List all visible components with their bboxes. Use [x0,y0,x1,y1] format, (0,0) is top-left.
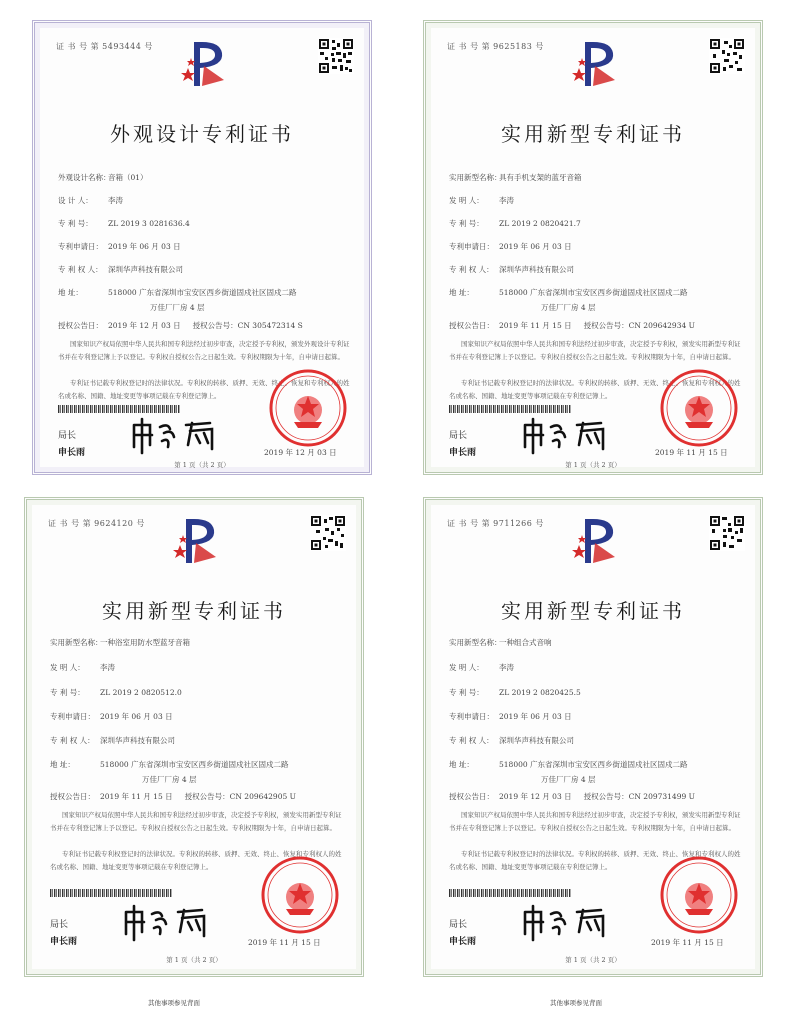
certificate-number: 证 书 号 第 9624120 号 [48,519,145,528]
signature-icon [521,415,621,455]
patent-number-field: 专 利 号： ZL 2019 2 0820421.7 [449,219,581,228]
grant-statement: 国家知识产权局依照中华人民共和国专利法经过初步审查，决定授予专利权，颁发外观设计专利证书并在专利登记簿上予以登记。专利权自授权公告之日起生效。专利权期限为十年，自申请日起算。 [58,340,350,361]
official-seal-icon [268,368,348,448]
qr-code-icon [709,515,745,551]
certificate-number: 证 书 号 第 5493444 号 [56,42,153,51]
utility-model-name-field: 实用新型名称：一种浴室用防水型蓝牙音箱 [50,638,190,647]
patent-number-field: 专 利 号： ZL 2019 3 0281636.4 [58,219,190,228]
designer-field: 设 计 人： 李涛 [58,196,123,205]
certificate-title: 实用新型专利证书 [501,599,685,623]
cnipa-logo-icon [571,40,617,88]
director-name: 申长雨 [449,937,477,947]
application-date-field: 专利申请日： 2019 年 06 月 03 日 [449,712,572,721]
certificate-2 [423,20,763,475]
inventor-field: 发 明 人： 李涛 [449,196,514,205]
signature-icon [122,902,222,942]
legal-note: 专利证书记载专利权登记时的法律状况。专利权的转移、质押、无效、终止、恢复和专利权人的姓名或名称、国籍、地址变更等事项记载在专利登记簿上。 [50,850,342,871]
grant-date-field: 授权公告日： 2019 年 11 月 15 日 授权公告号：CN 209642905 U [50,792,296,801]
address-field: 地 址： 518000 广东省深圳市宝安区西乡街道固戍社区固戍二路 万佳厂厂房 4 层 [50,760,289,784]
qr-code-icon [310,515,346,551]
address-field: 地 址： 518000 广东省深圳市宝安区西乡街道固戍社区固戍二路 万佳厂厂房 4 层 [58,288,297,312]
cnipa-logo-icon [180,40,226,88]
barcode-icon [50,889,172,897]
application-date-field: 专利申请日： 2019 年 06 月 03 日 [449,242,572,251]
seal-date: 2019 年 11 月 15 日 [248,938,321,947]
seal-date: 2019 年 11 月 15 日 [651,938,724,947]
page-number: 第 1 页（共 2 页） [166,956,222,964]
patent-number-field: 专 利 号： ZL 2019 2 0820512.0 [50,688,182,697]
certificate-3 [24,497,364,977]
official-seal-icon [260,855,340,935]
certificate-title: 实用新型专利证书 [501,122,685,146]
certificate-1 [32,20,372,475]
certificate-4 [423,497,763,977]
cnipa-logo-icon [172,517,218,565]
qr-code-icon [318,38,354,74]
director-name: 申长雨 [58,448,86,458]
grant-date-field: 授权公告日： 2019 年 11 月 15 日 授权公告号：CN 209642934 U [449,321,695,330]
barcode-icon [449,889,571,897]
cnipa-logo-icon [571,517,617,565]
design-name-field: 外观设计名称：音箱（01） [58,173,148,182]
official-seal-icon [659,368,739,448]
director-title: 局长 [449,431,468,441]
inventor-field: 发 明 人： 李涛 [50,663,115,672]
inventor-field: 发 明 人： 李涛 [449,663,514,672]
certificate-number: 证 书 号 第 9711266 号 [447,519,544,528]
address-field: 地 址： 518000 广东省深圳市宝安区西乡街道固戍社区固戍二路 万佳厂厂房 4 层 [449,760,688,784]
grant-statement: 国家知识产权局依照中华人民共和国专利法经过初步审查，决定授予专利权，颁发实用新型专利证书并在专利登记簿上予以登记。专利权自授权公告之日起生效。专利权期限为十年，自申请日起算。 [50,811,342,832]
director-title: 局长 [449,920,468,930]
legal-note: 专利证书记载专利权登记时的法律状况。专利权的转移、质押、无效、终止、恢复和专利权人的姓名或名称、国籍、地址变更等事项记载在专利登记簿上。 [449,379,741,400]
grant-date-field: 授权公告日： 2019 年 12 月 03 日 授权公告号：CN 305472314 S [58,321,303,330]
director-name: 申长雨 [50,937,78,947]
address-field: 地 址： 518000 广东省深圳市宝安区西乡街道固戍社区固戍二路 万佳厂厂房 4 层 [449,288,688,312]
seal-date: 2019 年 12 月 03 日 [264,448,337,457]
back-note-caption: 其他事项参见背面 [550,999,602,1007]
barcode-icon [449,405,571,413]
grant-date-field: 授权公告日： 2019 年 12 月 03 日 授权公告号：CN 209731499 U [449,792,695,801]
barcode-icon [58,405,180,413]
director-name: 申长雨 [449,448,477,458]
grant-statement: 国家知识产权局依照中华人民共和国专利法经过初步审查，决定授予专利权，颁发实用新型专利证书并在专利登记簿上予以登记。专利权自授权公告之日起生效。专利权期限为十年，自申请日起算。 [449,811,741,832]
patentee-field: 专 利 权 人： 深圳华声科技有限公司 [449,265,574,274]
certificate-title: 实用新型专利证书 [102,599,286,623]
page-number: 第 1 页（共 2 页） [565,461,621,469]
patentee-field: 专 利 权 人： 深圳华声科技有限公司 [50,736,175,745]
patentee-field: 专 利 权 人： 深圳华声科技有限公司 [449,736,574,745]
certificate-title: 外观设计专利证书 [110,122,294,146]
signature-icon [521,902,621,942]
director-title: 局长 [58,431,77,441]
application-date-field: 专利申请日： 2019 年 06 月 03 日 [58,242,181,251]
utility-model-name-field: 实用新型名称：具有手机支架的蓝牙音箱 [449,173,582,182]
director-title: 局长 [50,920,69,930]
patentee-field: 专 利 权 人： 深圳华声科技有限公司 [58,265,183,274]
page-number: 第 1 页（共 2 页） [565,956,621,964]
signature-icon [130,415,230,455]
qr-code-icon [709,38,745,74]
grant-statement: 国家知识产权局依照中华人民共和国专利法经过初步审查，决定授予专利权，颁发实用新型专利证书并在专利登记簿上予以登记。专利权自授权公告之日起生效。专利权期限为十年，自申请日起算。 [449,340,741,361]
page-number: 第 1 页（共 2 页） [174,461,230,469]
certificate-number: 证 书 号 第 9625183 号 [447,42,544,51]
official-seal-icon [659,855,739,935]
legal-note: 专利证书记载专利权登记时的法律状况。专利权的转移、质押、无效、终止、恢复和专利权人的姓名或名称、国籍、地址变更等事项记载在专利登记簿上。 [449,850,741,871]
application-date-field: 专利申请日： 2019 年 06 月 03 日 [50,712,173,721]
seal-date: 2019 年 11 月 15 日 [655,448,728,457]
back-note-caption: 其他事项参见背面 [148,999,200,1007]
utility-model-name-field: 实用新型名称：一种组合式音响 [449,638,552,647]
legal-note: 专利证书记载专利权登记时的法律状况。专利权的转移、质押、无效、终止、恢复和专利权人的姓名或名称、国籍、地址变更等事项记载在专利登记簿上。 [58,379,350,400]
patent-number-field: 专 利 号： ZL 2019 2 0820425.5 [449,688,581,697]
